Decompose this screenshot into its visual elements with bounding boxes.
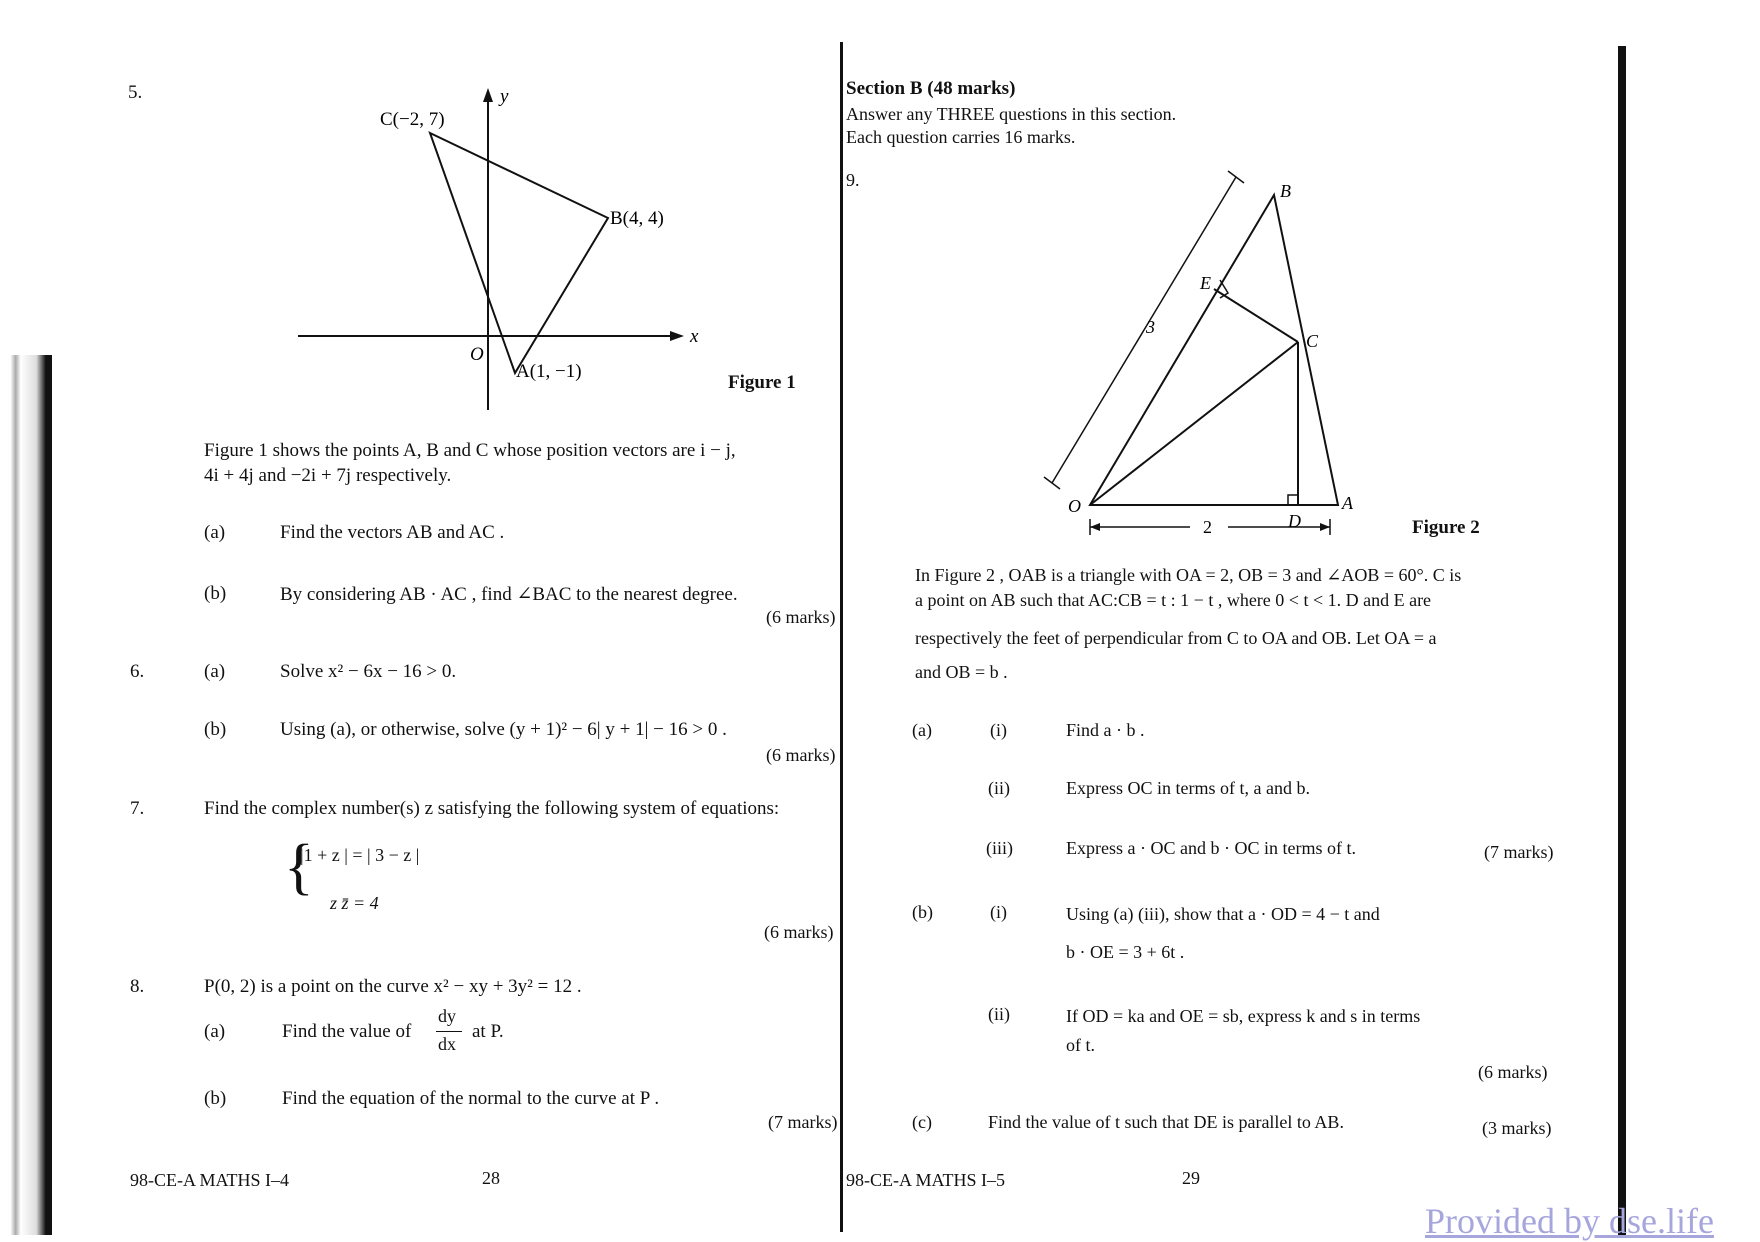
q9-number: 9.	[846, 170, 860, 190]
q6-a-text: Solve x² − 6x − 16 > 0.	[280, 661, 457, 682]
point-c-label: C(−2, 7)	[380, 109, 445, 130]
point-a-label: A(1, −1)	[516, 361, 582, 382]
q6-marks: (6 marks)	[766, 745, 836, 765]
q9-a-label: (a)	[912, 720, 932, 740]
fig2-label-o: O	[1068, 496, 1081, 516]
q9-c-marks: (3 marks)	[1482, 1118, 1552, 1138]
figure-2-caption: Figure 2	[1412, 517, 1480, 538]
q9-para-line3: respectively the feet of perpendicular from C to OA and OB. Let OA = a	[915, 628, 1437, 648]
left-page-number: 28	[482, 1168, 500, 1188]
q8-frac-den: dx	[438, 1034, 456, 1054]
q9-c-label: (c)	[912, 1112, 932, 1132]
q5-marks: (6 marks)	[766, 607, 836, 627]
scan-edge-shadow	[0, 355, 52, 1235]
q9-b-label: (b)	[912, 902, 933, 922]
q9-b-i-label: (i)	[990, 902, 1007, 922]
fig2-length-ob: 3	[1146, 317, 1155, 337]
section-instruction-2: Each question carries 16 marks.	[846, 127, 1076, 147]
q9-b-ii-text2: of t.	[1066, 1035, 1095, 1055]
fig2-label-e: E	[1200, 273, 1211, 293]
q5-b-label: (b)	[204, 583, 227, 604]
q9-para-line4: and OB = b .	[915, 662, 1008, 682]
figure-1	[280, 80, 710, 420]
q5-a-text: Find the vectors AB and AC .	[280, 522, 505, 543]
section-title: Section B (48 marks)	[846, 78, 1016, 99]
q5-a-label: (a)	[204, 522, 226, 543]
q5-intro-line1: Figure 1 shows the points A, B and C whose position vectors are i − j,	[204, 440, 736, 461]
q8-a-text-pre: Find the value of	[282, 1021, 412, 1042]
q6-number: 6.	[130, 661, 145, 682]
point-b-label: B(4, 4)	[610, 208, 664, 229]
q9-b-i-text1: Using (a) (iii), show that a · OD = 4 − t and	[1066, 904, 1380, 924]
q5-b-text: By considering AB · AC , find ∠BAC to the nearest degree.	[280, 584, 738, 605]
brace: {	[284, 833, 314, 901]
q8-b-label: (b)	[204, 1088, 227, 1109]
q9-c-text: Find the value of t such that DE is parallel to AB.	[988, 1112, 1344, 1132]
q9-a-ii-label: (ii)	[988, 778, 1010, 798]
q7-equation-2: z z̄ = 4	[330, 893, 379, 913]
q5-intro-line2: 4i + 4j and −2i + 7j respectively.	[204, 465, 452, 486]
fig2-label-d: D	[1288, 511, 1301, 531]
fig2-label-c: C	[1306, 331, 1319, 351]
q7-equation-1: |1 + z | = | 3 − z |	[300, 845, 420, 865]
q6-a-label: (a)	[204, 661, 226, 682]
axis-x-label: x	[690, 326, 699, 347]
q8-number: 8.	[130, 976, 145, 997]
q6-b-label: (b)	[204, 719, 227, 740]
right-page-number: 29	[1182, 1168, 1200, 1188]
figure-1-caption-text: Figure 1	[728, 372, 796, 393]
q9-a-i-label: (i)	[990, 720, 1007, 740]
q8-text: P(0, 2) is a point on the curve x² − xy + 3y² = 12 .	[204, 976, 582, 997]
q7-marks: (6 marks)	[764, 922, 834, 942]
q8-b-text: Find the equation of the normal to the curve at P .	[282, 1088, 660, 1109]
q9-b-ii-label: (ii)	[988, 1004, 1010, 1024]
q6-b-text: Using (a), or otherwise, solve (y + 1)² − 6| y + 1| − 16 > 0 .	[280, 719, 727, 740]
fraction-bar	[436, 1031, 462, 1032]
q9-a-marks: (7 marks)	[1484, 842, 1554, 862]
fig2-length-oa: 2	[1203, 517, 1212, 535]
watermark-link[interactable]: Provided by dse.life	[1425, 1201, 1714, 1241]
q9-a-iii-text: Express a · OC and b · OC in terms of t.	[1066, 838, 1356, 858]
q9-a-ii-text: Express OC in terms of t, a and b.	[1066, 778, 1310, 798]
q8-frac-num: dy	[438, 1006, 456, 1026]
left-footer-code: 98-CE-A MATHS I–4	[130, 1170, 290, 1190]
right-footer-code: 98-CE-A MATHS I–5	[846, 1170, 1006, 1190]
q9-b-i-text2: b · OE = 3 + 6t .	[1066, 942, 1185, 962]
fig2-label-a: A	[1342, 493, 1353, 513]
q7-number: 7.	[130, 798, 145, 819]
figure-2	[1040, 165, 1360, 535]
q9-b-marks: (6 marks)	[1478, 1062, 1548, 1082]
q9-a-iii-label: (iii)	[986, 838, 1013, 858]
q5-number: 5.	[128, 82, 143, 103]
q9-a-i-text: Find a · b .	[1066, 720, 1145, 740]
q8-a-text-post: at P.	[472, 1021, 504, 1042]
q7-text: Find the complex number(s) z satisfying the following system of equations:	[204, 798, 780, 819]
q9-b-ii-text1: If OD = ka and OE = sb, express k and s in terms	[1066, 1006, 1421, 1026]
fig2-label-b: B	[1280, 181, 1291, 201]
section-instruction-1: Answer any THREE questions in this section.	[846, 104, 1177, 124]
page-divider	[840, 42, 843, 1232]
q9-para-line1: In Figure 2 , OAB is a triangle with OA = 2, OB = 3 and ∠AOB = 60°. C is	[915, 565, 1462, 585]
axis-y-label: y	[500, 86, 509, 107]
q8-a-label: (a)	[204, 1021, 226, 1042]
q8-marks: (7 marks)	[768, 1112, 838, 1132]
origin-label: O	[470, 344, 484, 365]
q9-para-line2: a point on AB such that AC:CB = t : 1 − t , where 0 < t < 1. D and E are	[915, 590, 1432, 610]
scan-edge-bar	[1618, 46, 1626, 1236]
